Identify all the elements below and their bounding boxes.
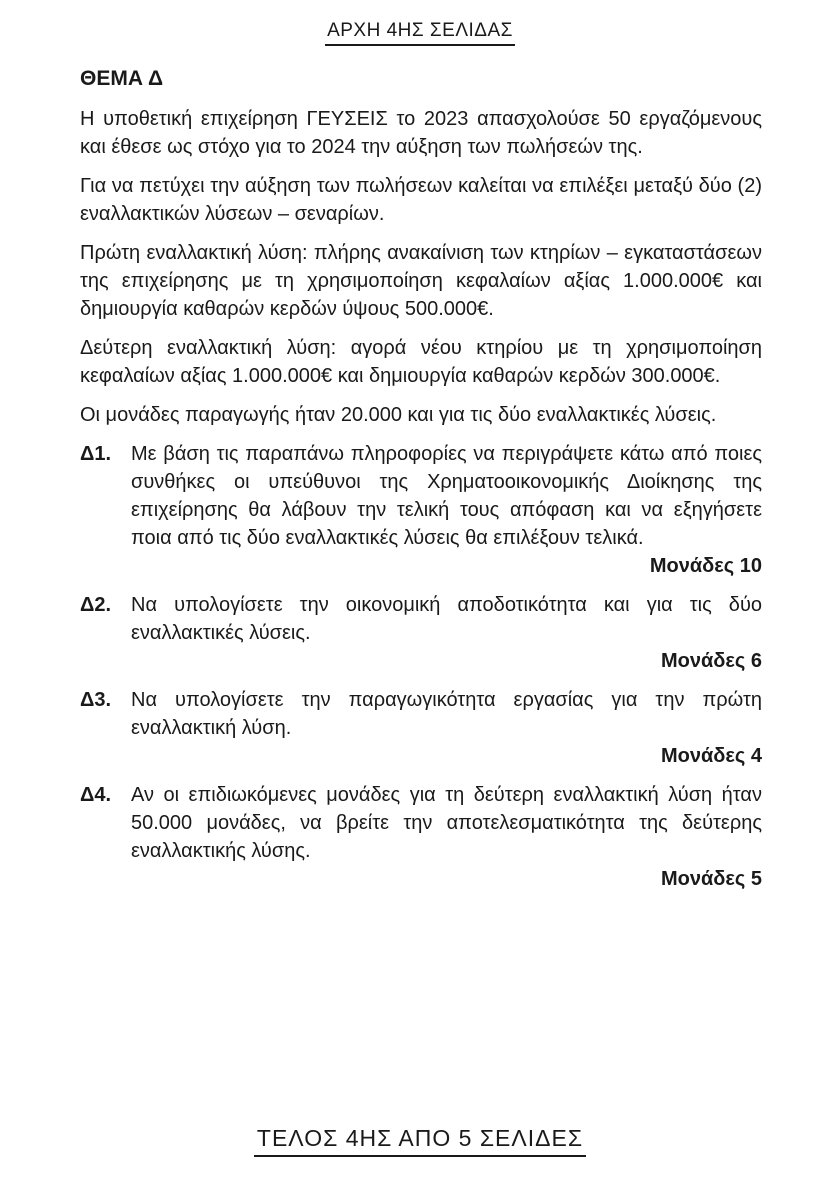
points-label: Μονάδες 6 bbox=[661, 650, 762, 672]
paragraph: Για να πετύχει την αύξηση των πωλήσεων καλείται να επιλέξει μεταξύ δύο (2) εναλλακτικών λύσεων – σεναρίων. bbox=[80, 175, 762, 225]
paragraph: Πρώτη εναλλακτική λύση: πλήρης ανακαίνιση των κτηρίων – εγκαταστάσεων της επιχείρησης με τη χρησιμοποίηση κεφαλαίων αξίας 1.000.000€ και δημιουργία καθαρών κερδών ύψους 500.000€. bbox=[80, 242, 762, 320]
page-content bbox=[80, 67, 762, 893]
theme-title: ΘΕΜΑ Δ bbox=[80, 67, 164, 90]
question-item-d1 bbox=[80, 440, 762, 580]
question-text: Με βάση τις παραπάνω πληροφορίες να περιγράψετε κάτω από ποιες συνθήκες οι υπεύθυνοι της Χρηματοοικονομικής Διοίκησης της επιχείρησης θα λάβουν την τελική τους απόφαση και να εξηγήσετε ποια από τις δύο εναλλακτικές λύσεις θα επιλέξουν τελικά. bbox=[131, 443, 762, 549]
page-header bbox=[0, 0, 840, 46]
page-footer bbox=[0, 1125, 840, 1157]
points-label: Μονάδες 5 bbox=[661, 868, 762, 890]
question-text: Αν οι επιδιωκόμενες μονάδες για τη δεύτερη εναλλακτική λύση ήταν 50.000 μονάδες, να βρείτε την αποτελεσματικότητα της δεύτερης εναλλακτικής λύσης. bbox=[131, 784, 762, 862]
question-text: Να υπολογίσετε την παραγωγικότητα εργασίας για την πρώτη εναλλακτική λύση. bbox=[131, 689, 762, 739]
question-label: Δ3. bbox=[80, 689, 112, 711]
page-footer-text: ΤΕΛΟΣ 4ΗΣ ΑΠΟ 5 ΣΕΛΙΔΕΣ bbox=[254, 1125, 586, 1157]
question-label: Δ1. bbox=[80, 443, 112, 465]
paragraph: Η υποθετική επιχείρηση ΓΕΥΣΕΙΣ το 2023 απασχολούσε 50 εργαζόμενους και έθεσε ως στόχο για το 2024 την αύξηση των πωλήσεών της. bbox=[80, 108, 762, 158]
paragraph: Δεύτερη εναλλακτική λύση: αγορά νέου κτηρίου με τη χρησιμοποίηση κεφαλαίων αξίας 1.000.000€ και δημιουργία καθαρών κερδών 300.000€. bbox=[80, 337, 762, 387]
question-item-d4 bbox=[80, 781, 762, 893]
page-header-text: ΑΡΧΗ 4ΗΣ ΣΕΛΙΔΑΣ bbox=[325, 20, 515, 46]
question-label: Δ4. bbox=[80, 784, 112, 806]
points-label: Μονάδες 4 bbox=[661, 745, 762, 767]
question-label: Δ2. bbox=[80, 594, 112, 616]
question-item-d2 bbox=[80, 591, 762, 675]
paragraph: Οι μονάδες παραγωγής ήταν 20.000 και για τις δύο εναλλακτικές λύσεις. bbox=[80, 404, 717, 426]
question-item-d3 bbox=[80, 686, 762, 770]
points-label: Μονάδες 10 bbox=[649, 555, 762, 577]
question-text: Να υπολογίσετε την οικονομική αποδοτικότητα και για τις δύο εναλλακτικές λύσεις. bbox=[131, 594, 762, 644]
